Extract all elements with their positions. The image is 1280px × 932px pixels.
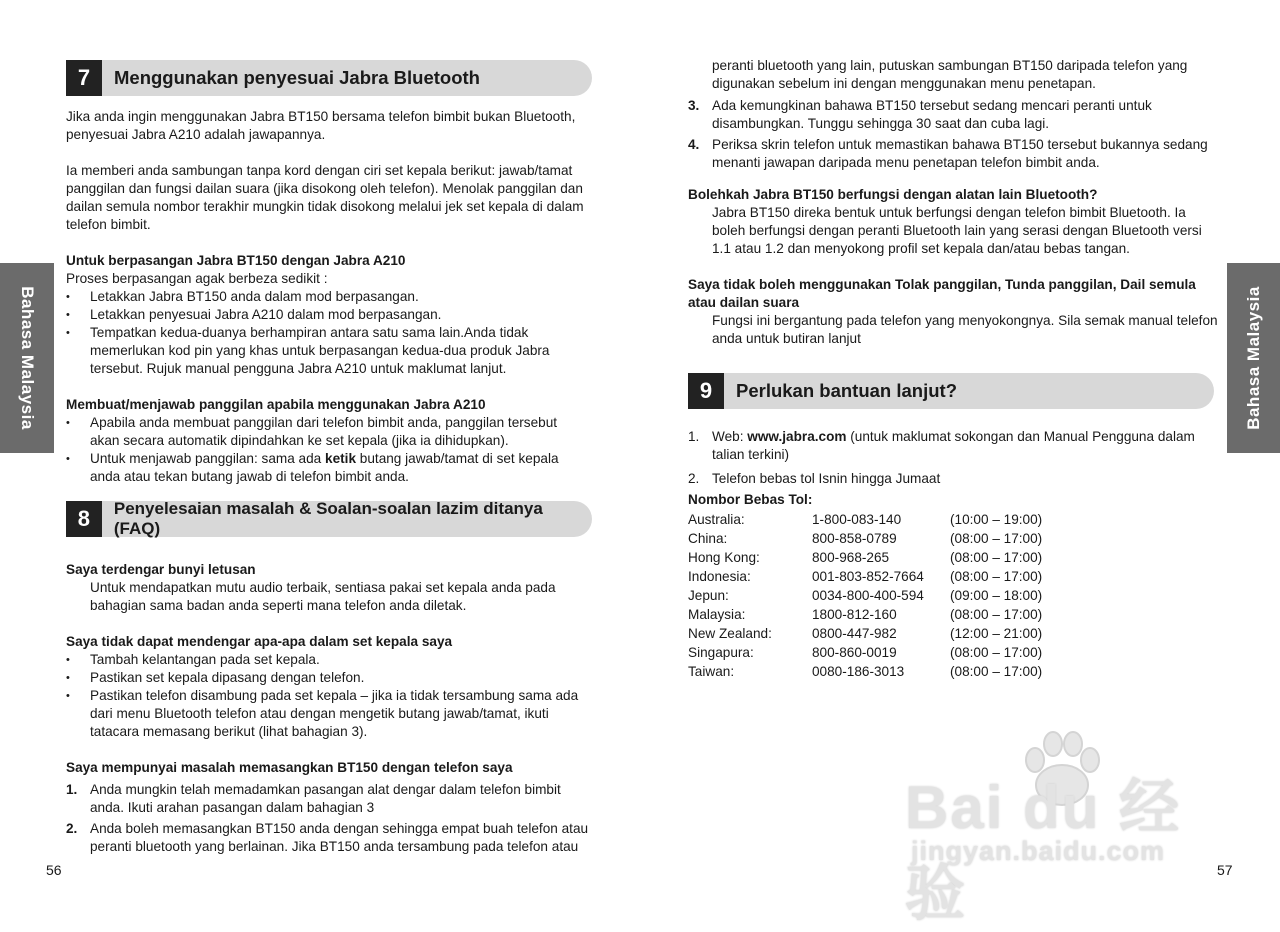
numbered-list (66, 781, 596, 856)
list-item (66, 781, 596, 817)
section-number: 7 (66, 60, 102, 96)
subheading: Nombor Bebas Tol: (688, 492, 813, 507)
section-title: Penyelesaian masalah & Soalan-soalan lazim ditanya (FAQ) (113, 499, 543, 538)
website-link[interactable]: www.jabra.com (747, 429, 847, 444)
list-item (688, 136, 1218, 172)
section-8-body (66, 561, 596, 859)
paragraph: Proses berpasangan agak berbeza sedikit : (66, 271, 328, 286)
subheading: Untuk berpasangan Jabra BT150 dengan Jabra A210 (66, 253, 406, 268)
section-number: 8 (66, 501, 102, 537)
left-page (0, 0, 640, 921)
toll-row (688, 643, 1050, 662)
paragraph: Jabra BT150 direka bentuk untuk berfungsi dengan telefon bimbit Bluetooth. Ia boleh berfungsi dengan peranti Bluetooth lain yang serasi dengan Bluetooth versi 1.1 atau 1.2 dan menyokong profil set kepala dan/atau bebas tangan. (712, 205, 1202, 256)
phone-number-cell: 1800-812-160 (812, 607, 897, 622)
phone-number-cell: 800-860-0019 (812, 645, 897, 660)
phone-number-cell: 1-800-083-140 (812, 512, 902, 527)
country-cell: Hong Kong: (688, 550, 760, 565)
emphasis-text: ketik (325, 451, 357, 466)
list-item: • Pastikan set kepala dipasang dengan telefon. (66, 669, 596, 687)
section-9-body (688, 428, 1208, 509)
item-text: Telefon bebas tol Isnin hingga Jumaat (712, 471, 941, 486)
hours-cell: (08:00 – 17:00) (950, 664, 1043, 679)
country-cell: Singapura: (688, 645, 754, 660)
item-text: Anda boleh memasangkan BT150 anda dengan sehingga empat buah telefon atau peranti bluetooth yang berlainan. Jika BT150 anda tersambung pada telefon atau (90, 821, 589, 854)
toll-row (688, 586, 1050, 605)
hours-cell: (08:00 – 17:00) (950, 645, 1043, 660)
hours-cell: (08:00 – 17:00) (950, 569, 1043, 584)
phone-number-cell: 0034-800-400-594 (812, 588, 924, 603)
phone-number-cell: 800-858-0789 (812, 531, 897, 546)
list-item: • Pastikan telefon disambung pada set kepala – jika ia tidak tersambung sama ada dari menu Bluetooth telefon atau dengan mengetik butang jawab/tamat, ikuti tatacara memasang berikut (lihat bahagian 3). (66, 687, 596, 741)
toll-row (688, 662, 1050, 681)
hours-cell: (08:00 – 17:00) (950, 531, 1043, 546)
text-run: (untuk maklumat sokongan dan Manual Pengguna dalam talian terkini) (712, 429, 1195, 462)
phone-number-cell: 0800-447-982 (812, 626, 897, 641)
paragraph: peranti bluetooth yang lain, putuskan sambungan BT150 daripada telefon yang digunakan sebelum ini dengan menggunakan menu penetapan. (712, 58, 1188, 91)
paragraph: Jika anda ingin menggunakan Jabra BT150 bersama telefon bimbit bukan Bluetooth, penyesuai Jabra A210 adalah jawapannya. (66, 109, 576, 142)
list-item: • Apabila anda membuat panggilan dari telefon bimbit anda, panggilan tersebut akan secara automatik dipindahkan ke set kepala (jika ia dihidupkan). (66, 414, 586, 450)
country-cell: China: (688, 531, 728, 546)
watermark-url: jingyan.baidu.com (911, 836, 1166, 866)
text-run: Untuk menjawab panggilan: sama ada (90, 451, 326, 466)
list-item (66, 450, 586, 486)
item-number: 1. (688, 429, 700, 444)
toll-row (688, 510, 1050, 529)
section-7-body (66, 108, 586, 486)
item-number: 4. (688, 137, 700, 152)
phone-number-cell: 0080-186-3013 (812, 664, 905, 679)
phone-number-cell: 001-803-852-7664 (812, 569, 924, 584)
item-number: 2. (688, 471, 700, 486)
section-8-header (66, 501, 592, 537)
subheading: Saya tidak dapat mendengar apa-apa dalam set kepala saya (66, 634, 453, 649)
country-cell: Malaysia: (688, 607, 746, 622)
toll-row (688, 548, 1050, 567)
page-number: 57 (1217, 862, 1233, 878)
baidu-watermark (905, 730, 1205, 927)
toll-row (688, 605, 1050, 624)
language-tab-label: Bahasa Malaysia (1243, 286, 1263, 430)
hours-cell: (08:00 – 17:00) (950, 607, 1043, 622)
list-item: • Letakkan Jabra BT150 anda dalam mod berpasangan. (66, 288, 586, 306)
item-number: 2. (66, 821, 78, 836)
toll-row (688, 624, 1050, 643)
paragraph: Ia memberi anda sambungan tanpa kord dengan ciri set kepala berikut: jawab/tamat panggilan dan fungsi dailan suara (jika disokong oleh telefon). Menolak panggilan dan dailan semula nombor terakhir mungkin tidak disokong melalui jek set kepala di dalam telefon bimbit. (66, 163, 584, 232)
bullet-list (66, 414, 586, 486)
hours-cell: (08:00 – 17:00) (950, 550, 1043, 565)
language-tab-label: Bahasa Malaysia (18, 286, 37, 430)
item-text: Periksa skrin telefon untuk memastikan bahawa BT150 tersebut bukannya sedang menanti jawapan daripada menu penetapan telefon bimbit anda. (712, 137, 1208, 170)
list-item (688, 97, 1218, 133)
section-number: 9 (688, 373, 724, 409)
language-side-tab-right (1227, 263, 1280, 453)
text-run: butang jawab/tamat di set kepala anda atau tekan butang jawab di telefon bimbit anda. (90, 451, 559, 484)
list-item (688, 428, 1208, 464)
phone-number-cell: 800-968-265 (812, 550, 890, 565)
toll-row (688, 529, 1050, 548)
list-item: • Tambah kelantangan pada set kepala. (66, 651, 596, 669)
list-item (688, 470, 1208, 488)
faq-continued (688, 57, 1218, 348)
item-text: Ada kemungkinan bahawa BT150 tersebut sedang mencari peranti untuk disambungkan. Tunggu sehingga 30 saat dan cuba lagi. (712, 98, 1152, 131)
section-7-header (66, 60, 592, 96)
paragraph: Fungsi ini bergantung pada telefon yang menyokongnya. Sila semak manual telefon anda untuk butiran lanjut (712, 313, 1218, 346)
subheading: Saya tidak boleh menggunakan Tolak panggilan, Tunda panggilan, Dail semula atau dailan suara (688, 277, 1196, 310)
section-9-header (688, 373, 1214, 409)
country-cell: Taiwan: (688, 664, 735, 679)
item-number: 1. (66, 782, 78, 797)
subheading: Bolehkah Jabra BT150 berfungsi dengan alatan lain Bluetooth? (688, 187, 1098, 202)
hours-cell: (09:00 – 18:00) (950, 588, 1043, 603)
toll-row (688, 567, 1050, 586)
text-run: Web: (712, 429, 748, 444)
item-text: Anda mungkin telah memadamkan pasangan alat dengar dalam telefon bimbit anda. Ikuti arahan pasangan dalam bahagian 3 (90, 782, 561, 815)
paragraph: Untuk mendapatkan mutu audio terbaik, sentiasa pakai set kepala anda pada bahagian sama badan anda seperti mana telefon anda diletak. (90, 580, 556, 613)
toll-free-table (688, 510, 1050, 681)
subheading: Membuat/menjawab panggilan apabila menggunakan Jabra A210 (66, 397, 486, 412)
country-cell: Indonesia: (688, 569, 751, 584)
country-cell: Australia: (688, 512, 745, 527)
bullet-list (66, 651, 596, 741)
list-item: • Letakkan penyesuai Jabra A210 dalam mod berpasangan. (66, 306, 586, 324)
watermark-brand: Bai du 经验 (905, 774, 1182, 927)
section-title: Menggunakan penyesuai Jabra Bluetooth (114, 67, 480, 88)
bullet-list (66, 288, 586, 378)
country-cell: New Zealand: (688, 626, 772, 641)
numbered-list (688, 97, 1218, 172)
section-title: Perlukan bantuan lanjut? (736, 380, 957, 401)
list-item (66, 820, 596, 856)
numbered-list (688, 428, 1208, 488)
hours-cell: (10:00 – 19:00) (950, 512, 1043, 527)
item-number: 3. (688, 98, 700, 113)
language-side-tab-left (0, 263, 54, 453)
page-number: 56 (46, 862, 62, 878)
hours-cell: (12:00 – 21:00) (950, 626, 1043, 641)
list-item: • Tempatkan kedua-duanya berhampiran antara satu sama lain.Anda tidak memerlukan kod pin yang khas untuk berpasangan kedua-dua produk Jabra tersebut. Rujuk manual pengguna Jabra A210 untuk maklumat lanjut. (66, 324, 586, 378)
subheading: Saya terdengar bunyi letusan (66, 562, 256, 577)
country-cell: Jepun: (688, 588, 729, 603)
subheading: Saya mempunyai masalah memasangkan BT150 dengan telefon saya (66, 760, 513, 775)
